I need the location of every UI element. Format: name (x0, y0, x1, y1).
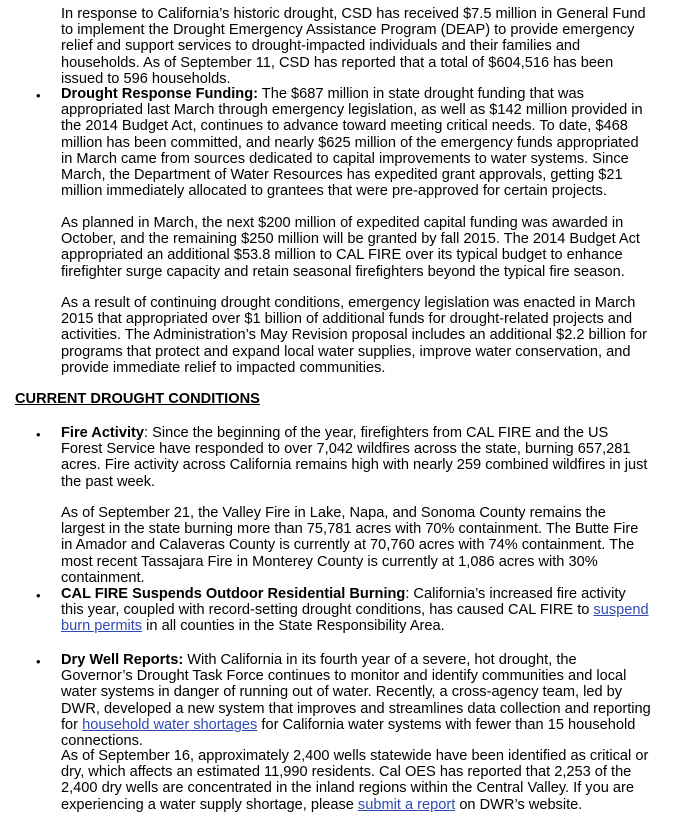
bullet-drought-response: • (36, 88, 41, 103)
drought-response-text: The $687 million in state drought funding that was appropriated last March through emergency legislation, as well as $142 million provided in the 2014 Budget Act, continues to advance toward meeting critical needs. To date, $468 million has been committed, and nearly $625 million of the emergency funds appropriated in March came from sources dedicated to capital improvements to water systems. Since March, the Department of Water Resources has expedited grant approvals, getting $21 million immediately allocated to grantees that were pre-approved for certain projects. (61, 86, 643, 200)
drought-response-paragraph-1 (61, 86, 651, 199)
dry-well-text-after: for California water systems with fewer than 15 household connections. (61, 716, 636, 750)
bullet-cal-fire: • (36, 588, 41, 603)
drought-response-paragraph-2: As planned in March, the next $200 million of expedited capital funding was awarded in October, and the remaining $250 million will be granted by fall 2015. The 2014 Budget Act appropriated an additional $53.8 million to CAL FIRE over its typical budget to enhance firefighter surge capacity and retain seasonal firefighters beyond the typical fire season. (61, 215, 640, 280)
section-heading-current-drought-conditions: CURRENT DROUGHT CONDITIONS (15, 391, 260, 407)
fire-activity-paragraph-2: As of September 21, the Valley Fire in Lake, Napa, and Sonoma County remains the largest in the state burning more than 75,781 acres with 70% containment. The Butte Fire in Amador and Calaveras County is currently at 70,760 acres with 74% containment. The most recent Tassajara Fire in Monterey County is currently at 1,086 acres with 30% containment. (61, 505, 639, 586)
dry-well-p2-before: As of September 16, approximately 2,400 wells statewide have been identified as critical or dry, which affects an estimated 11,990 residents. Cal OES has reported that 2,253 of the 2,400 dry wells are concentrated in the inland regions within the Central Valley. If you are experiencing a water supply shortage, please (61, 748, 649, 813)
drought-response-paragraph-3: As a result of continuing drought conditions, emergency legislation was enacted in March 2015 that appropriated over $1 billion of additional funds for drought-related projects and activities. The Administration’s May Revision proposal includes an additional $2.2 billion for programs that protect and expand local water supplies, improve water conservation, and provide immediate relief to impacted communities. (61, 295, 647, 376)
cal-fire-paragraph (61, 586, 651, 635)
dry-well-text-before: With California in its fourth year of a severe, hot drought, the Governor’s Drought Task Force continues to monitor and identify communities and local water systems in danger of running out of water. Recently, a cross-agency team, led by DWR, developed a new system that improves and streamlines data collection and reporting for (61, 652, 651, 733)
cal-fire-text-before: : California’s increased fire activity this year, coupled with record-setting drought conditions, has caused CAL FIRE to (61, 586, 626, 619)
household-water-shortages-link[interactable]: household water shortages (82, 716, 258, 733)
cal-fire-text-after: in all counties in the State Responsibility Area. (142, 618, 445, 635)
drought-response-title: Drought Response Funding: (61, 86, 258, 102)
cal-fire-title: CAL FIRE Suspends Outdoor Residential Burning (61, 586, 406, 602)
suspend-burn-permits-link[interactable]: suspend burn permits (61, 602, 649, 635)
bullet-dry-well: • (36, 654, 41, 669)
fire-activity-paragraph-1 (61, 425, 651, 490)
dry-well-title: Dry Well Reports: (61, 652, 184, 668)
submit-a-report-link[interactable]: submit a report (357, 796, 456, 813)
dry-well-p2-after: on DWR’s website. (455, 796, 583, 813)
dry-well-paragraph-1 (61, 652, 651, 749)
fire-activity-title: Fire Activity (61, 425, 144, 441)
dry-well-paragraph-2 (61, 748, 651, 813)
bullet-fire-activity: • (36, 427, 41, 442)
intro-paragraph: In response to California’s historic drought, CSD has received $7.5 million in General Fund to implement the Drought Emergency Assistance Program (DEAP) to provide emergency relief and support services to drought-impacted individuals and their families and households. As of September 11, CSD has reported that a total of $604,516 has been issued to 596 households. (61, 6, 646, 87)
fire-activity-text: : Since the beginning of the year, firefighters from CAL FIRE and the US Forest Service have responded to over 7,042 wildfires across the state, burning 657,281 acres. Fire activity across California remains high with nearly 259 combined wildfires in just the past week. (61, 425, 648, 490)
